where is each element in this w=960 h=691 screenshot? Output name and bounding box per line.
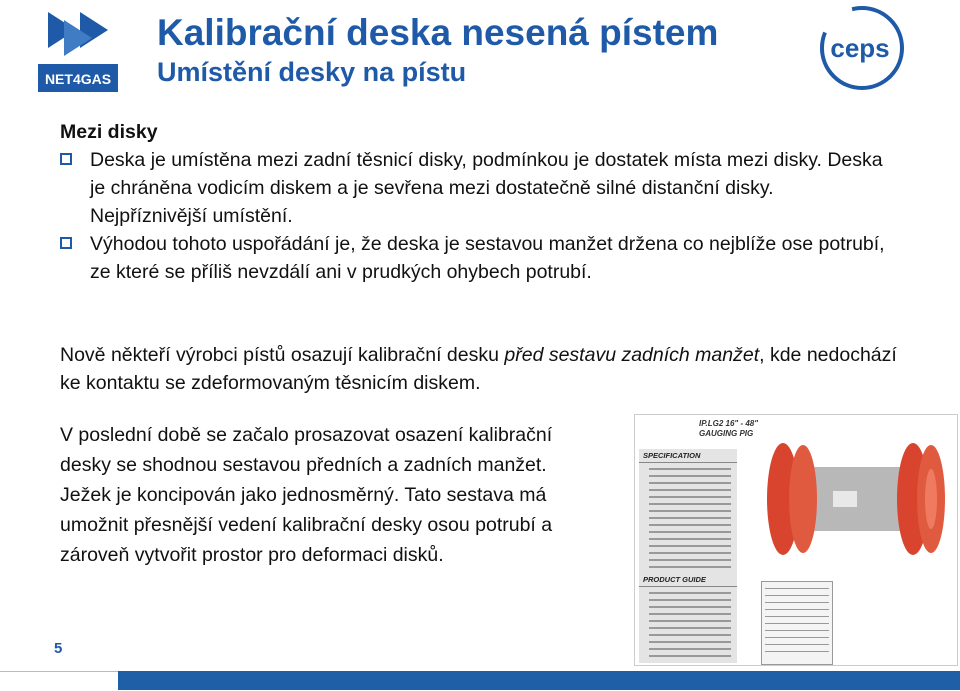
paragraph-text: Nově někteří výrobci pístů osazují kalibrační desku (60, 344, 505, 366)
net4gas-logo (36, 8, 120, 94)
paragraph-recent-trend: V poslední době se začalo prosazovat osazení kalibrační desky se shodnou sestavou předních a zadních manžet. Ježek je koncipován jako jednosměrný. Tato sestava má umožnit přesnější vedení kalibrační desky osou potrubí a zároveň vytvořit prostor pro deformaci disků. (60, 424, 553, 566)
ceps-logo (812, 2, 912, 92)
paragraph-text: , kde nedochází ke kontaktu se zdeformovaným těsnicím diskem. (60, 344, 897, 394)
bullet-item (60, 230, 890, 286)
gauging-pig-image (743, 415, 957, 581)
paragraph-italic-text: před sestavu zadních manžet (504, 344, 760, 366)
product-guide-box (639, 573, 737, 663)
figure-label-line: GAUGING PIG (699, 429, 754, 438)
main-content (60, 118, 890, 286)
bullet-item (60, 146, 890, 230)
footer-left-block (0, 671, 118, 691)
page-title: Kalibrační deska nesená pístem (157, 12, 719, 53)
footer-bar (0, 671, 960, 690)
svg-text:ceps: ceps (830, 33, 890, 63)
specification-title: SPECIFICATION (639, 449, 737, 463)
page-number: 5 (54, 640, 63, 657)
svg-text:NET4GAS: NET4GAS (44, 71, 112, 87)
dimensions-table (761, 581, 833, 665)
page-subtitle: Umístění desky na pístu (157, 57, 467, 87)
specification-box (639, 449, 737, 585)
bullet-text: Deska je umístěna mezi zadní těsnicí disky, podmínkou je dostatek místa mezi disky. Deska je chráněna vodicím diskem a je sevřena mezi dostatečně silné distanční disky. Nejpříznivější umístění. (90, 149, 883, 227)
bullet-list (60, 146, 890, 286)
paragraph-new-manufacturers (60, 341, 900, 397)
product-guide-title: PRODUCT GUIDE (639, 573, 737, 587)
gauging-pig-figure (634, 414, 958, 666)
figure-label-line: IP.LG2 16" - 48" (699, 419, 759, 428)
square-bullet-icon (60, 237, 72, 249)
section-heading: Mezi disky (60, 121, 158, 143)
square-bullet-icon (60, 153, 72, 165)
bullet-text: Výhodou tohoto uspořádání je, že deska je sestavou manžet držena co nejblíže ose potrubí, ze které se příliš nevzdálí ani v prudkých ohybech potrubí. (90, 233, 885, 283)
